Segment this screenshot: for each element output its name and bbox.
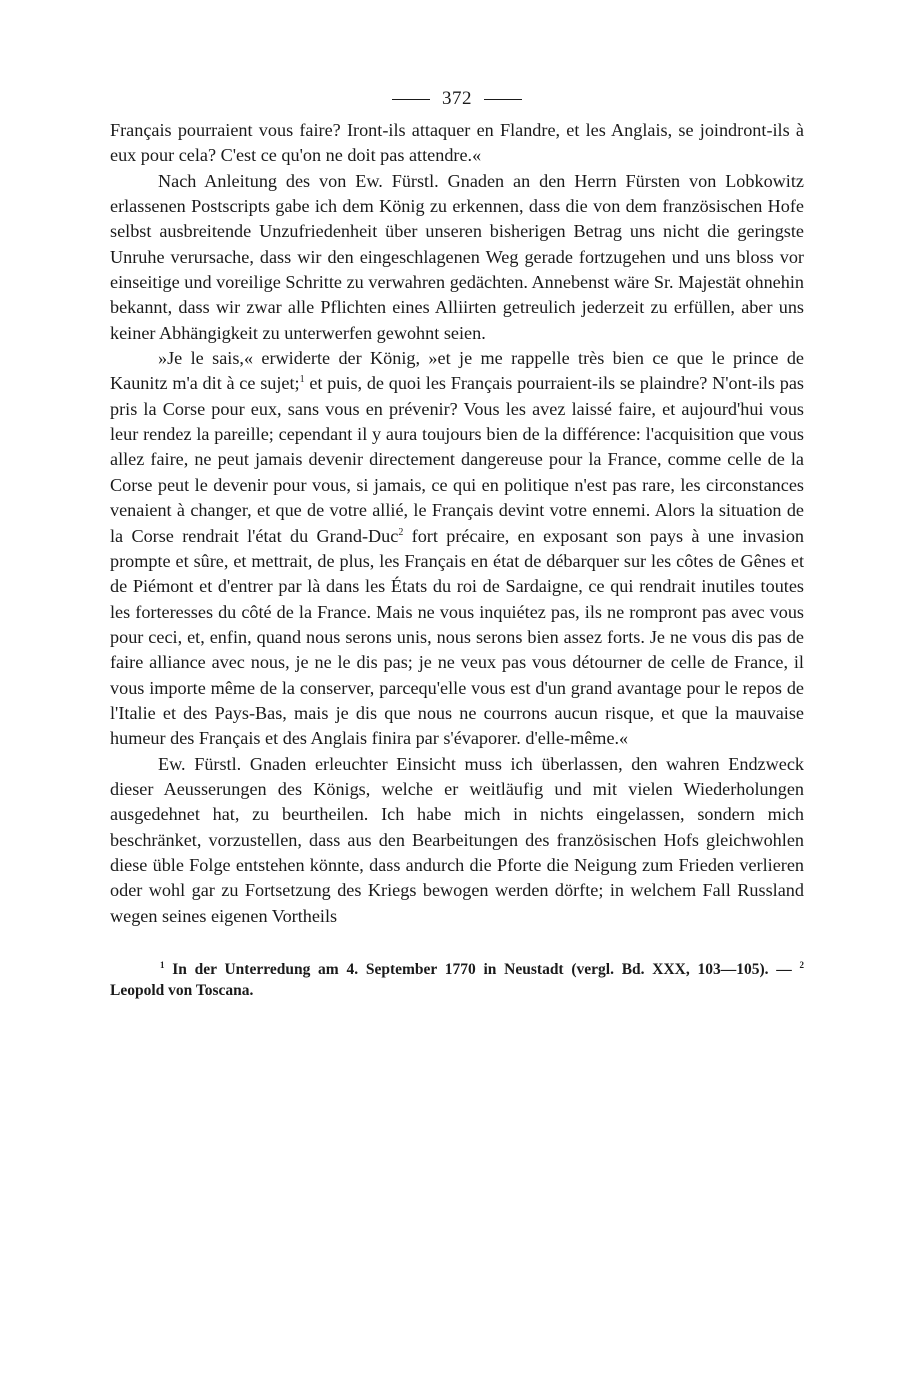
paragraph-text: Nach Anleitung des von Ew. Fürstl. Gnaden an den Herrn Fürsten von Lobkowitz erlassenen Postscripts gabe ich dem König zu erkennen, dass die von dem französischen Hofe selbst ausbreitende Unzufriedenheit über unseren bisherigen Betrag uns nicht die geringste Unruhe verursache, dass wir den eingeschlagenen Weg gerade fortzugehen und uns bloss vor einseitige und voreilige Schritte zu verwahren gedächten. Annebenst wäre Sr. Majestät ohnehin bekannt, dass wir zwar alle Pflichten eines Alliirten getreulich jederzeit zu erfüllen, aber uns keiner Abhängigkeit zu unterwerfen gewohnt seien. xyxy=(110,170,804,343)
page-header xyxy=(110,84,804,118)
footnote-marker: 1 xyxy=(299,374,305,386)
paragraph xyxy=(110,169,804,346)
footnotes xyxy=(110,959,804,1001)
paragraph xyxy=(110,346,804,752)
page-content xyxy=(110,84,804,1001)
header-rule-right xyxy=(484,99,522,100)
footnote-number: 2 xyxy=(799,960,804,970)
paragraph-text: et puis, de quoi les Français pourraient-ils se plaindre? N'ont-ils pas pris la Corse pour eux, sans vous en prévenir? Vous les avez laissé faire, et aujourd'hui vous leur rendez la pareille; cependant il y aura toujours bien de la différence: l'acquisition que vous allez faire, ne peut jamais devenir directement dangereuse pour la France, comme celle de la Corse peut le devenir pour vous, si jamais, ce qui en politique n'est pas rare, les circonstances venaient à changer, et que de votre allié, le Français devint votre ennemi. Alors la situation de la Corse rendrait l'état du Grand-Duc xyxy=(110,373,804,546)
body-text xyxy=(110,118,804,929)
footnote-block xyxy=(110,959,804,1001)
paragraph-text: »Je le sais,« erwiderte der König, »et je me rappelle très bien ce que le prince de Kaunitz m'a dit à ce sujet; xyxy=(110,348,804,394)
paragraph-text: Français pourraient vous faire? Iront-ils attaquer en Flandre, et les Anglais, se joindront-ils à eux pour cela? C'est ce qu'on ne doit pas attendre.« xyxy=(110,120,804,166)
page-number: 372 xyxy=(442,88,472,109)
paragraph-text: fort précaire, en exposant son pays à une invasion prompte et sûre, et mettrait, de plus, les Français en état de débarquer sur les côtes de Gênes et de Piémont et d'entrer par là dans les États du roi de Sardaigne, ce qui rendrait inutiles toutes les forteresses du côté de la France. Mais ne vous inquiétez pas, ils ne rompront pas avec vous pour ceci, et, enfin, quand nous serons unis, nous serons bien assez forts. Je ne vous dis pas de faire alliance avec nous, je ne le dis pas; je ne veux pas vous détourner de celle de France, il vous importe même de la conserver, parcequ'elle vous est d'un grand avantage pour le repos de l'Italie et des Pays-Bas, mais je dis que nous ne courrons aucun risque, et que la mauvaise humeur des Français et des Anglais finira par s'évaporer. d'elle-même.« xyxy=(110,525,805,749)
footnote-text: In der Unterredung am 4. September 1770 in Neustadt (vergl. Bd. XXX, 103—105). — xyxy=(164,961,800,978)
footnote-marker: 2 xyxy=(398,526,404,538)
paragraph xyxy=(110,752,804,929)
paragraph-text: Ew. Fürstl. Gnaden erleuchter Einsicht muss ich überlassen, den wahren Endzweck dieser Aeusserungen des Königs, welche er weitläufig und mit vielen Wiederholungen ausgedehnet hat, zu beurtheilen. Ich habe mich in nichts eingelassen, sondern mich beschränket, vorzustellen, dass aus den Bearbeitungen des französischen Hofs gleichwohlen diese üble Folge entstehen könnte, dass andurch die Pforte die Neigung zum Frieden verlieren oder wohl gar zu Fortsetzung des Kriegs bewogen werden dörfte; in welchem Fall Russland wegen seines eigenen Vortheils xyxy=(110,753,804,926)
header-rule-left xyxy=(392,99,430,100)
footnote-text: Leopold von Toscana. xyxy=(110,982,254,999)
paragraph xyxy=(110,118,804,169)
footnote-number: 1 xyxy=(160,960,165,970)
